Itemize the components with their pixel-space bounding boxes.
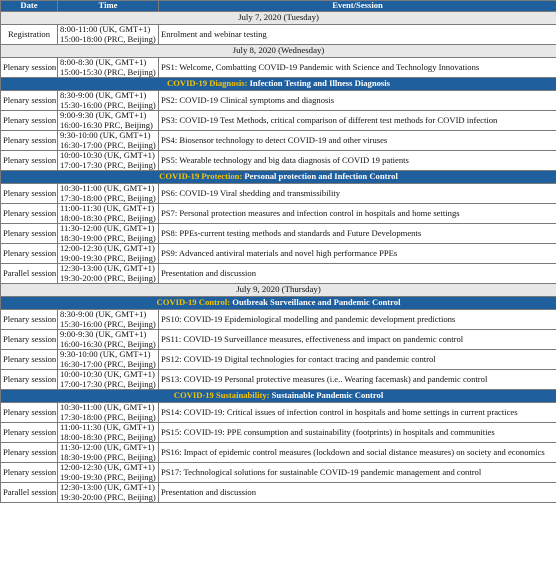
- session-row: [1, 463, 556, 483]
- session-time: [58, 350, 159, 370]
- session-type: Registration: [1, 25, 58, 45]
- session-type: Plenary session: [1, 244, 58, 264]
- session-type: Plenary session: [1, 151, 58, 171]
- session-type: Plenary session: [1, 370, 58, 390]
- time-beijing: 18:00-18:30 (PRC, Beijing): [60, 212, 156, 223]
- time-beijing: 19:00-19:30 (PRC, Beijing): [60, 252, 156, 263]
- session-row: [1, 244, 556, 264]
- session-row: [1, 310, 556, 330]
- time-beijing: 15:30-16:00 (PRC, Beijing): [60, 99, 156, 110]
- session-type: Plenary session: [1, 310, 58, 330]
- session-row: [1, 370, 556, 390]
- session-event: Presentation and discussion: [159, 264, 556, 284]
- section-highlight: COVID-19 Sustainability:: [173, 390, 270, 401]
- time-beijing: 17:30-18:00 (PRC, Beijing): [60, 192, 156, 203]
- section-highlight: COVID-19 Control:: [156, 297, 231, 308]
- session-row: [1, 204, 556, 224]
- section-subtitle: Sustainable Pandemic Control: [269, 390, 384, 401]
- time-uk: 8:00-8:30 (UK, GMT+1): [60, 57, 147, 67]
- time-beijing: 17:30-18:00 (PRC, Beijing): [60, 411, 156, 422]
- time-beijing: 15:00-15:30 (PRC, Beijing): [60, 66, 156, 77]
- session-event: PS9: Advanced antiviral materials and novel high performance PPEs: [159, 244, 556, 264]
- time-beijing: 19:30-20:00 (PRC, Beijing): [60, 491, 156, 502]
- time-beijing: 19:30-20:00 (PRC, Beijing): [60, 272, 156, 283]
- session-event: PS8: PPEs-current testing methods and standards and Future Developments: [159, 224, 556, 244]
- time-uk: 11:30-12:00 (UK, GMT+1): [60, 223, 155, 233]
- section-row: [1, 171, 556, 184]
- time-uk: 11:00-11:30 (UK, GMT+1): [60, 422, 155, 432]
- session-time: [58, 224, 159, 244]
- session-event: PS11: COVID-19 Surveillance measures, effectiveness and impact on pandemic control: [159, 330, 556, 350]
- session-time: [58, 403, 159, 423]
- session-time: [58, 184, 159, 204]
- time-beijing: 17:00-17:30 (PRC, Beijing): [60, 378, 156, 389]
- time-uk: 10:30-11:00 (UK, GMT+1): [60, 183, 155, 193]
- header-time: Time: [58, 1, 159, 12]
- time-uk: 8:00-11:00 (UK, GMT+1): [60, 24, 151, 34]
- header-event: Event/Session: [159, 1, 556, 12]
- session-time: [58, 131, 159, 151]
- section-subtitle: Outbreak Surveillance and Pandemic Control: [230, 297, 401, 308]
- session-event: PS15: COVID-19: PPE consumption and sustainability (footprints) in hospitals and communities: [159, 423, 556, 443]
- session-event: Presentation and discussion: [159, 483, 556, 503]
- section-title: [1, 297, 556, 310]
- session-type: Plenary session: [1, 224, 58, 244]
- session-time: [58, 423, 159, 443]
- session-type: Plenary session: [1, 330, 58, 350]
- time-beijing: 19:00-19:30 (PRC, Beijing): [60, 471, 156, 482]
- time-uk: 11:30-12:00 (UK, GMT+1): [60, 442, 155, 452]
- day-label: July 8, 2020 (Wednesday): [1, 45, 556, 58]
- section-subtitle: Personal protection and Infection Control: [242, 171, 398, 182]
- session-event: PS16: Impact of epidemic control measures (lockdown and social distance measures) on society and economics: [159, 443, 556, 463]
- time-uk: 12:00-12:30 (UK, GMT+1): [60, 462, 155, 472]
- time-beijing: 16:00-16:30 PRC, Beijing): [60, 119, 153, 130]
- session-time: [58, 111, 159, 131]
- day-label: July 7, 2020 (Tuesday): [1, 12, 556, 25]
- time-beijing: 18:00-18:30 (PRC, Beijing): [60, 431, 156, 442]
- session-type: Parallel session: [1, 264, 58, 284]
- section-row: [1, 297, 556, 310]
- session-event: PS3: COVID-19 Test Methods, critical comparison of different test methods for COVID infection: [159, 111, 556, 131]
- time-beijing: 16:30-17:00 (PRC, Beijing): [60, 358, 156, 369]
- session-row: [1, 264, 556, 284]
- time-uk: 10:30-11:00 (UK, GMT+1): [60, 402, 155, 412]
- session-row: [1, 151, 556, 171]
- session-time: [58, 330, 159, 350]
- session-row: [1, 184, 556, 204]
- session-type: Plenary session: [1, 403, 58, 423]
- session-time: [58, 483, 159, 503]
- time-uk: 12:30-13:00 (UK, GMT+1): [60, 482, 155, 492]
- session-time: [58, 91, 159, 111]
- day-row: [1, 284, 556, 297]
- session-time: [58, 58, 159, 78]
- session-event: PS12: COVID-19 Digital technologies for contact tracing and pandemic control: [159, 350, 556, 370]
- session-time: [58, 463, 159, 483]
- session-time: [58, 25, 159, 45]
- day-label: July 9, 2020 (Thursday): [1, 284, 556, 297]
- time-uk: 11:00-11:30 (UK, GMT+1): [60, 203, 155, 213]
- time-beijing: 15:00-18:00 (PRC, Beijing): [60, 33, 156, 44]
- time-uk: 9:30-10:00 (UK, GMT+1): [60, 349, 151, 359]
- session-row: [1, 403, 556, 423]
- session-row: [1, 443, 556, 463]
- session-type: Plenary session: [1, 204, 58, 224]
- time-uk: 8:30-9:00 (UK, GMT+1): [60, 309, 147, 319]
- session-event: PS5: Wearable technology and big data diagnosis of COVID 19 patients: [159, 151, 556, 171]
- session-row: [1, 350, 556, 370]
- session-event: PS4: Biosensor technology to detect COVID-19 and other viruses: [159, 131, 556, 151]
- session-type: Plenary session: [1, 91, 58, 111]
- session-event: PS7: Personal protection measures and infection control in hospitals and home settings: [159, 204, 556, 224]
- session-event: PS13: COVID-19 Personal protective measures (i.e.. Wearing facemask) and pandemic control: [159, 370, 556, 390]
- session-row: [1, 25, 556, 45]
- session-type: Plenary session: [1, 131, 58, 151]
- session-time: [58, 310, 159, 330]
- session-type: Plenary session: [1, 58, 58, 78]
- section-title: [1, 171, 556, 184]
- session-event: PS1: Welcome, Combatting COVID-19 Pandemic with Science and Technology Innovations: [159, 58, 556, 78]
- session-type: Plenary session: [1, 184, 58, 204]
- section-subtitle: Infection Testing and Illness Diagnosis: [247, 78, 390, 89]
- session-row: [1, 330, 556, 350]
- session-row: [1, 224, 556, 244]
- session-time: [58, 370, 159, 390]
- time-uk: 12:00-12:30 (UK, GMT+1): [60, 243, 155, 253]
- session-time: [58, 264, 159, 284]
- session-event: PS6: COVID-19 Viral shedding and transmissibility: [159, 184, 556, 204]
- session-row: [1, 58, 556, 78]
- session-row: [1, 91, 556, 111]
- session-type: Plenary session: [1, 463, 58, 483]
- time-uk: 9:00-9:30 (UK, GMT+1): [60, 329, 147, 339]
- section-row: [1, 78, 556, 91]
- session-type: Parallel session: [1, 483, 58, 503]
- session-row: [1, 483, 556, 503]
- session-event: PS14: COVID-19: Critical issues of infection control in hospitals and home settings in current practices: [159, 403, 556, 423]
- session-event: PS2: COVID-19 Clinical symptoms and diagnosis: [159, 91, 556, 111]
- header-date: Date: [1, 1, 58, 12]
- time-uk: 10:00-10:30 (UK, GMT+1): [60, 369, 155, 379]
- session-row: [1, 131, 556, 151]
- session-time: [58, 204, 159, 224]
- time-uk: 9:30-10:00 (UK, GMT+1): [60, 130, 151, 140]
- time-beijing: 16:30-17:00 (PRC, Beijing): [60, 139, 156, 150]
- time-beijing: 16:00-16:30 (PRC, Beijing): [60, 338, 156, 349]
- section-title: [1, 78, 556, 91]
- session-row: [1, 111, 556, 131]
- session-event: Enrolment and webinar testing: [159, 25, 556, 45]
- session-type: Plenary session: [1, 350, 58, 370]
- time-beijing: 18:30-19:00 (PRC, Beijing): [60, 451, 156, 462]
- session-time: [58, 244, 159, 264]
- section-row: [1, 390, 556, 403]
- session-event: PS17: Technological solutions for sustainable COVID-19 pandemic management and control: [159, 463, 556, 483]
- day-row: [1, 12, 556, 25]
- section-highlight: COVID-19 Protection:: [159, 171, 243, 182]
- session-time: [58, 443, 159, 463]
- time-uk: 10:00-10:30 (UK, GMT+1): [60, 150, 155, 160]
- time-beijing: 17:00-17:30 (PRC, Beijing): [60, 159, 156, 170]
- section-title: [1, 390, 556, 403]
- session-type: Plenary session: [1, 423, 58, 443]
- time-uk: 12:30-13:00 (UK, GMT+1): [60, 263, 155, 273]
- time-uk: 8:30-9:00 (UK, GMT+1): [60, 90, 147, 100]
- time-beijing: 18:30-19:00 (PRC, Beijing): [60, 232, 156, 243]
- section-highlight: COVID-19 Diagnosis:: [166, 78, 248, 89]
- time-uk: 9:00-9:30 (UK, GMT+1): [60, 110, 147, 120]
- session-event: PS10: COVID-19 Epidemiological modelling and pandemic development predictions: [159, 310, 556, 330]
- session-row: [1, 423, 556, 443]
- session-type: Plenary session: [1, 111, 58, 131]
- schedule-body: [1, 12, 556, 503]
- session-time: [58, 151, 159, 171]
- day-row: [1, 45, 556, 58]
- time-beijing: 15:30-16:00 (PRC, Beijing): [60, 318, 156, 329]
- header-row: [1, 1, 556, 12]
- session-type: Plenary session: [1, 443, 58, 463]
